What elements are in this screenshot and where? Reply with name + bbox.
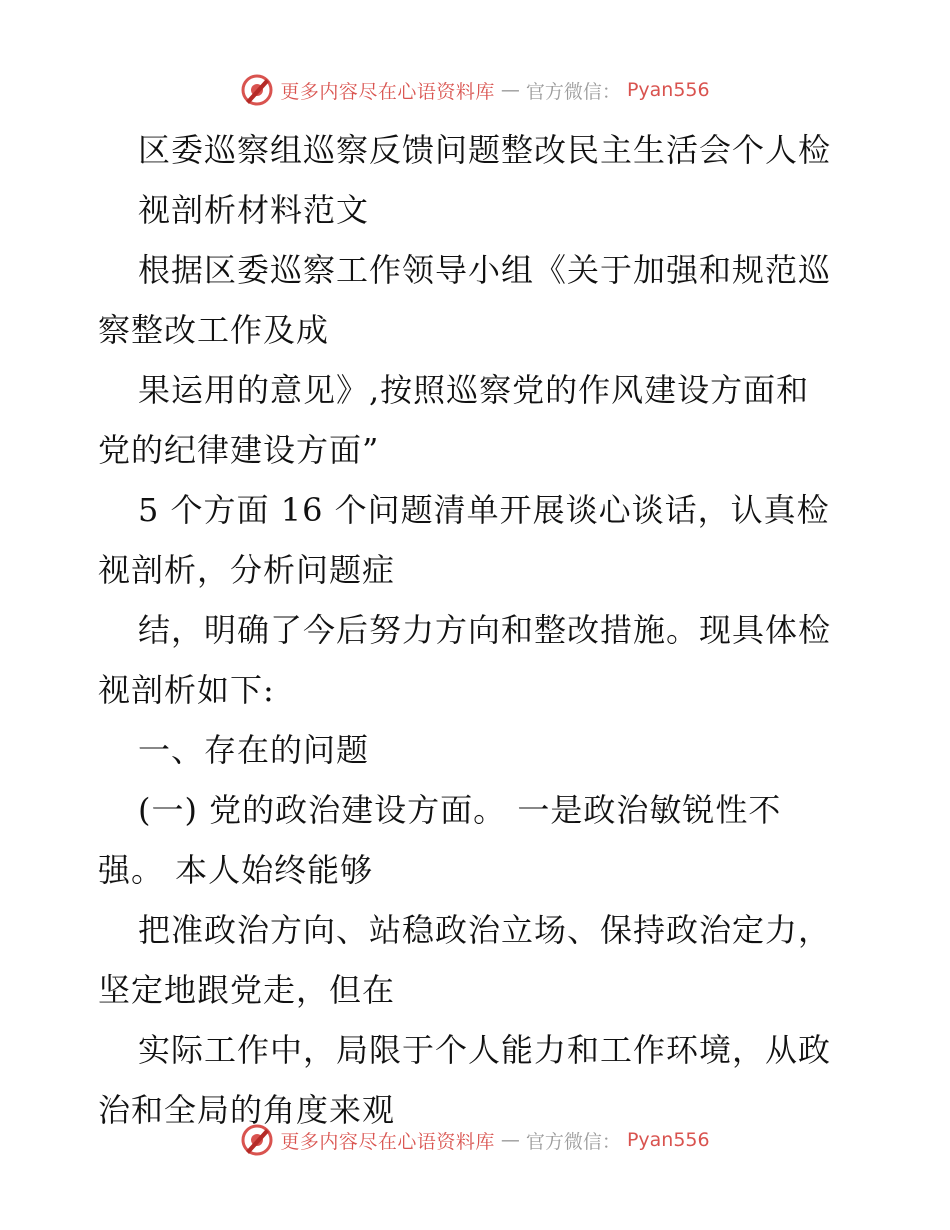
text-line: 果运用的意见》,按照巡察党的作风建设方面和 <box>138 371 810 409</box>
watermark-wechat-id: Pyan556 <box>626 79 710 101</box>
text-line: 治和全局的角度来观 <box>98 1091 396 1129</box>
text-line: 视剖析，分析问题症 <box>98 551 396 589</box>
logo-icon <box>240 73 274 107</box>
footer-watermark <box>0 1120 950 1160</box>
text-line: (一) 党的政治建设方面。 一是政治敏锐性不 <box>138 791 782 829</box>
text-line: 结，明确了今后努力方向和整改措施。现具体检 <box>138 611 832 649</box>
text-line: 把准政治方向、站稳政治立场、保持政治定力， <box>138 911 832 949</box>
watermark-dash: — <box>500 79 520 101</box>
text-line: 实际工作中，局限于个人能力和工作环境，从政 <box>138 1031 832 1069</box>
watermark-site-text: 更多内容尽在心语资料库 <box>280 1130 495 1153</box>
text-line: 根据区委巡察工作领导小组《关于加强和规范巡 <box>138 251 832 289</box>
text-line: 强。 本人始终能够 <box>98 851 374 889</box>
text-line: 视剖析如下: <box>98 671 275 709</box>
text-line: 察整改工作及成 <box>98 311 330 349</box>
text-line: 党的纪律建设方面” <box>98 431 380 469</box>
text-line: 视剖析材料范文 <box>138 191 370 229</box>
watermark-official-label: 官方微信： <box>525 80 621 103</box>
watermark-official-label: 官方微信： <box>525 1130 621 1153</box>
document-body <box>98 120 858 1140</box>
text-line: 坚定地跟党走，但在 <box>98 971 396 1009</box>
text-line: 一、存在的问题 <box>138 731 370 769</box>
header-watermark <box>0 70 950 110</box>
watermark-site-text: 更多内容尽在心语资料库 <box>280 80 495 103</box>
text-line: 区委巡察组巡察反馈问题整改民主生活会个人检 <box>138 131 832 169</box>
watermark-dash: — <box>500 1129 520 1151</box>
watermark-wechat-id: Pyan556 <box>626 1129 710 1151</box>
text-line: 5 个方面 16 个问题清单开展谈心谈话，认真检 <box>138 491 830 529</box>
logo-icon <box>240 1123 274 1157</box>
